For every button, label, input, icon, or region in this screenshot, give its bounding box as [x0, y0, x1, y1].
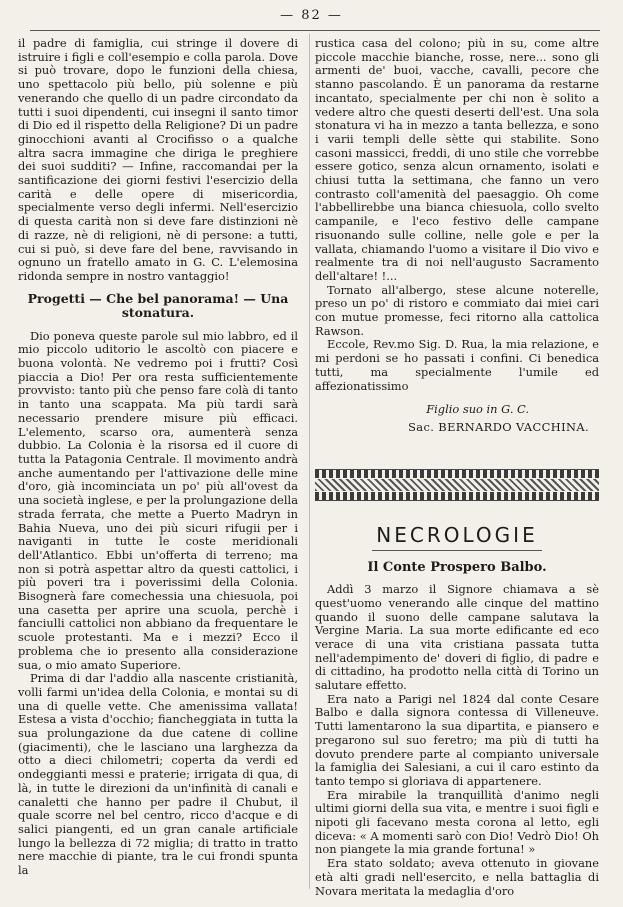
header-rule	[30, 30, 600, 31]
right-paragraph: Eccole, Rev.mo Sig. D. Rua, la mia relazione, e mi perdoni se ho passati i confini. Ci benedica tutti, ma specialmente l'umile ed affezionatissimo	[315, 337, 599, 393]
left-paragraph: Dio poneva queste parole sul mio labbro, ed il mio piccolo uditorio le ascoltò con piacere e buona volontà. Ne vedremo poi i frutti? Così piaccia a Dio! Per ora resta sufficientemente provvisto: tanto più che penso fare colà di tanto in tanto una scappata. Ma più tardi sarà necessario prendere misure più efficaci. L'elemento, scarso ora, aumenterà senza dubbio. La Colonia è la risorsa ed il cuore di tutta la Patagonia Centrale. Il movimento andrà anche aumentando per l'attivazione delle mine d'oro, già incominciata un po' più all'ovest da una società inglese, e per la prolungazione della strada ferrata, che mette a Puerto Madryn in Bahia Nueva, uno dei più sicuri rifugii per i naviganti in tutte le coste meridionali dell'Atlantico. Ebbi un'offerta di terreno; ma non si potrà aspettar altro da questi cattolici, i più poveri tra i poverissimi della Colonia. Bisognerà fare comechessia una chiesuola, poi una casetta per aprire una scuola, perchè i fanciulli cattolici non abbiano da frequentare le scuole protestanti. Ma e i mezzi? Ecco il problema che io presento alla considerazione sua, o mio amato Superiore.	[18, 328, 298, 672]
ornamental-band	[315, 469, 599, 501]
left-paragraph: il padre di famiglia, cui stringe il dovere di istruire i figli e coll'esempio e colla parola. Dove si può trovare, dopo le funzioni della chiesa, uno spettacolo più bello, più solenne e più venerando che quello di un padre circondato da tutti i suoi dipendenti, cui insegni il santo timor di Dio ed il rispetto della Religione? Di un padre ginocchioni avanti al Crocifisso o a qualche altra sacra immagine che diriga le preghiere dei suoi sudditi? — Infine, raccomandai per la santificazione dei giorni festivi l'esercizio della carità e delle opere di misericordia, specialmente verso degli infermi. Nell'esercizio di questa carità non si deve fare distinzioni nè di razze, nè di religioni, nè di persone: a tutti, cui si può, si deve fare del bene, ravvisando in ognuno un fratello amato in G. C. L'elemosina ridonda sempre in nostro vantaggio!	[18, 36, 298, 283]
signature-name: Sac. BERNARDO VACCHINA.	[408, 419, 589, 434]
signature-closing: Figlio suo in G. C.	[426, 402, 529, 417]
obituary-paragraph: Era stato soldato; aveva ottenuto in giovane età alti gradi nell'esercito, e nella battaglia di Novara meritata la medaglia d'oro	[315, 856, 599, 898]
section-heading: Progetti — Che bel panorama! — Una stonatura.	[27, 290, 289, 320]
left-column	[18, 37, 298, 878]
right-paragraph: Tornato all'albergo, stese alcune noterelle, preso un po' di ristoro e commiato dai miei cari con mutue promesse, feci ritorno alla cattolica Rawson.	[315, 282, 599, 338]
page-number: — 82 —	[280, 8, 343, 23]
right-paragraph: rustica casa del colono; più in su, come altre piccole macchie bianche, rosse, nere... sono gli armenti de' buoi, vacche, cavalli, pecore che stanno pascolando. È un panorama da restarne incantato, specialmente per chi non è solito a vedere altro che questi deserti dell'est. Una sola stonatura vi ha in mezzo a tanta bellezza, e sono i varii templi delle sètte qui stabilite. Sono casoni massicci, freddi, di uno stile che vorrebbe essere gotico, senza alcun ornamento, isolati e chiusi tutta la settimana, che fanno un vero contrasto coll'amenità del paesaggio. Oh come l'abbellirebbe una bianca chiesuola, collo svelto campanile, e l'eco festivo delle campane risuonando sulle colline, nelle gole e per la vallata, chiamando l'uomo a visitare il Dio vivo e realmente tra di noi nell'augusto Sacramento dell'altare! !...	[315, 36, 599, 283]
obituary-heading: Il Conte Prospero Balbo.	[367, 560, 547, 576]
column-divider	[309, 34, 310, 889]
section-title: NECROLOGIE	[376, 522, 538, 547]
left-paragraph: Prima di dar l'addio alla nascente cristianità, volli farmi un'idea della Colonia, e montai su di una di quelle vette. Che amenissima vallata! Estesa a vista d'occhio; fiancheggiata in tutta la sua prolungazione da due catene di colline (giacimenti), che le lasciano una larghezza da otto a dieci chilometri; coperta da verdi ed ondeggianti messi e praterie; irrigata di qua, di là, in tutte le direzioni da un'infinità di canali e canaletti che hanno per padre il Chubut, il quale scorre nel bel centro, ricco d'acque e di salici piangenti, ed un gran canale artificiale lungo la bellezza di 72 miglia; di tratto in tratto nere macchie di piante, tra le cui frondi spunta la	[18, 671, 298, 878]
signature-block	[315, 403, 599, 434]
obituary-paragraph: Era nato a Parigi nel 1824 dal conte Cesare Balbo e dalla signora contessa di Villeneuve. Tutti lamentarono la sua dipartita, e piansero e pregarono sul suo feretro; ma più di tutti ha dovuto prendere parte al compianto universale la famiglia dei Salesiani, a cui il caro estinto da tanto tempo si gloriava di appartenere.	[315, 691, 599, 788]
right-column	[315, 37, 599, 898]
obituary-paragraph: Addì 3 marzo il Signore chiamava a sè quest'uomo venerando alle cinque del mattino quando il suono delle campane salutava la Vergine Maria. La sua morte edificante ed eco verace di una vita cristiana passata tutta nell'adempimento de' doveri di figlio, di padre e di cittadino, ha prodotto nella città di Torino un salutare effetto.	[315, 582, 599, 693]
obituary-paragraph: Era mirabile la tranquillità d'animo negli ultimi giorni della sua vita, e mentre i suoi figli e nipoti gli facevano mesta corona al letto, egli diceva: « A momenti sarò con Dio! Vedrò Dio! Oh non piangete la mia grande fortuna! »	[315, 787, 599, 857]
title-rule	[372, 550, 542, 551]
